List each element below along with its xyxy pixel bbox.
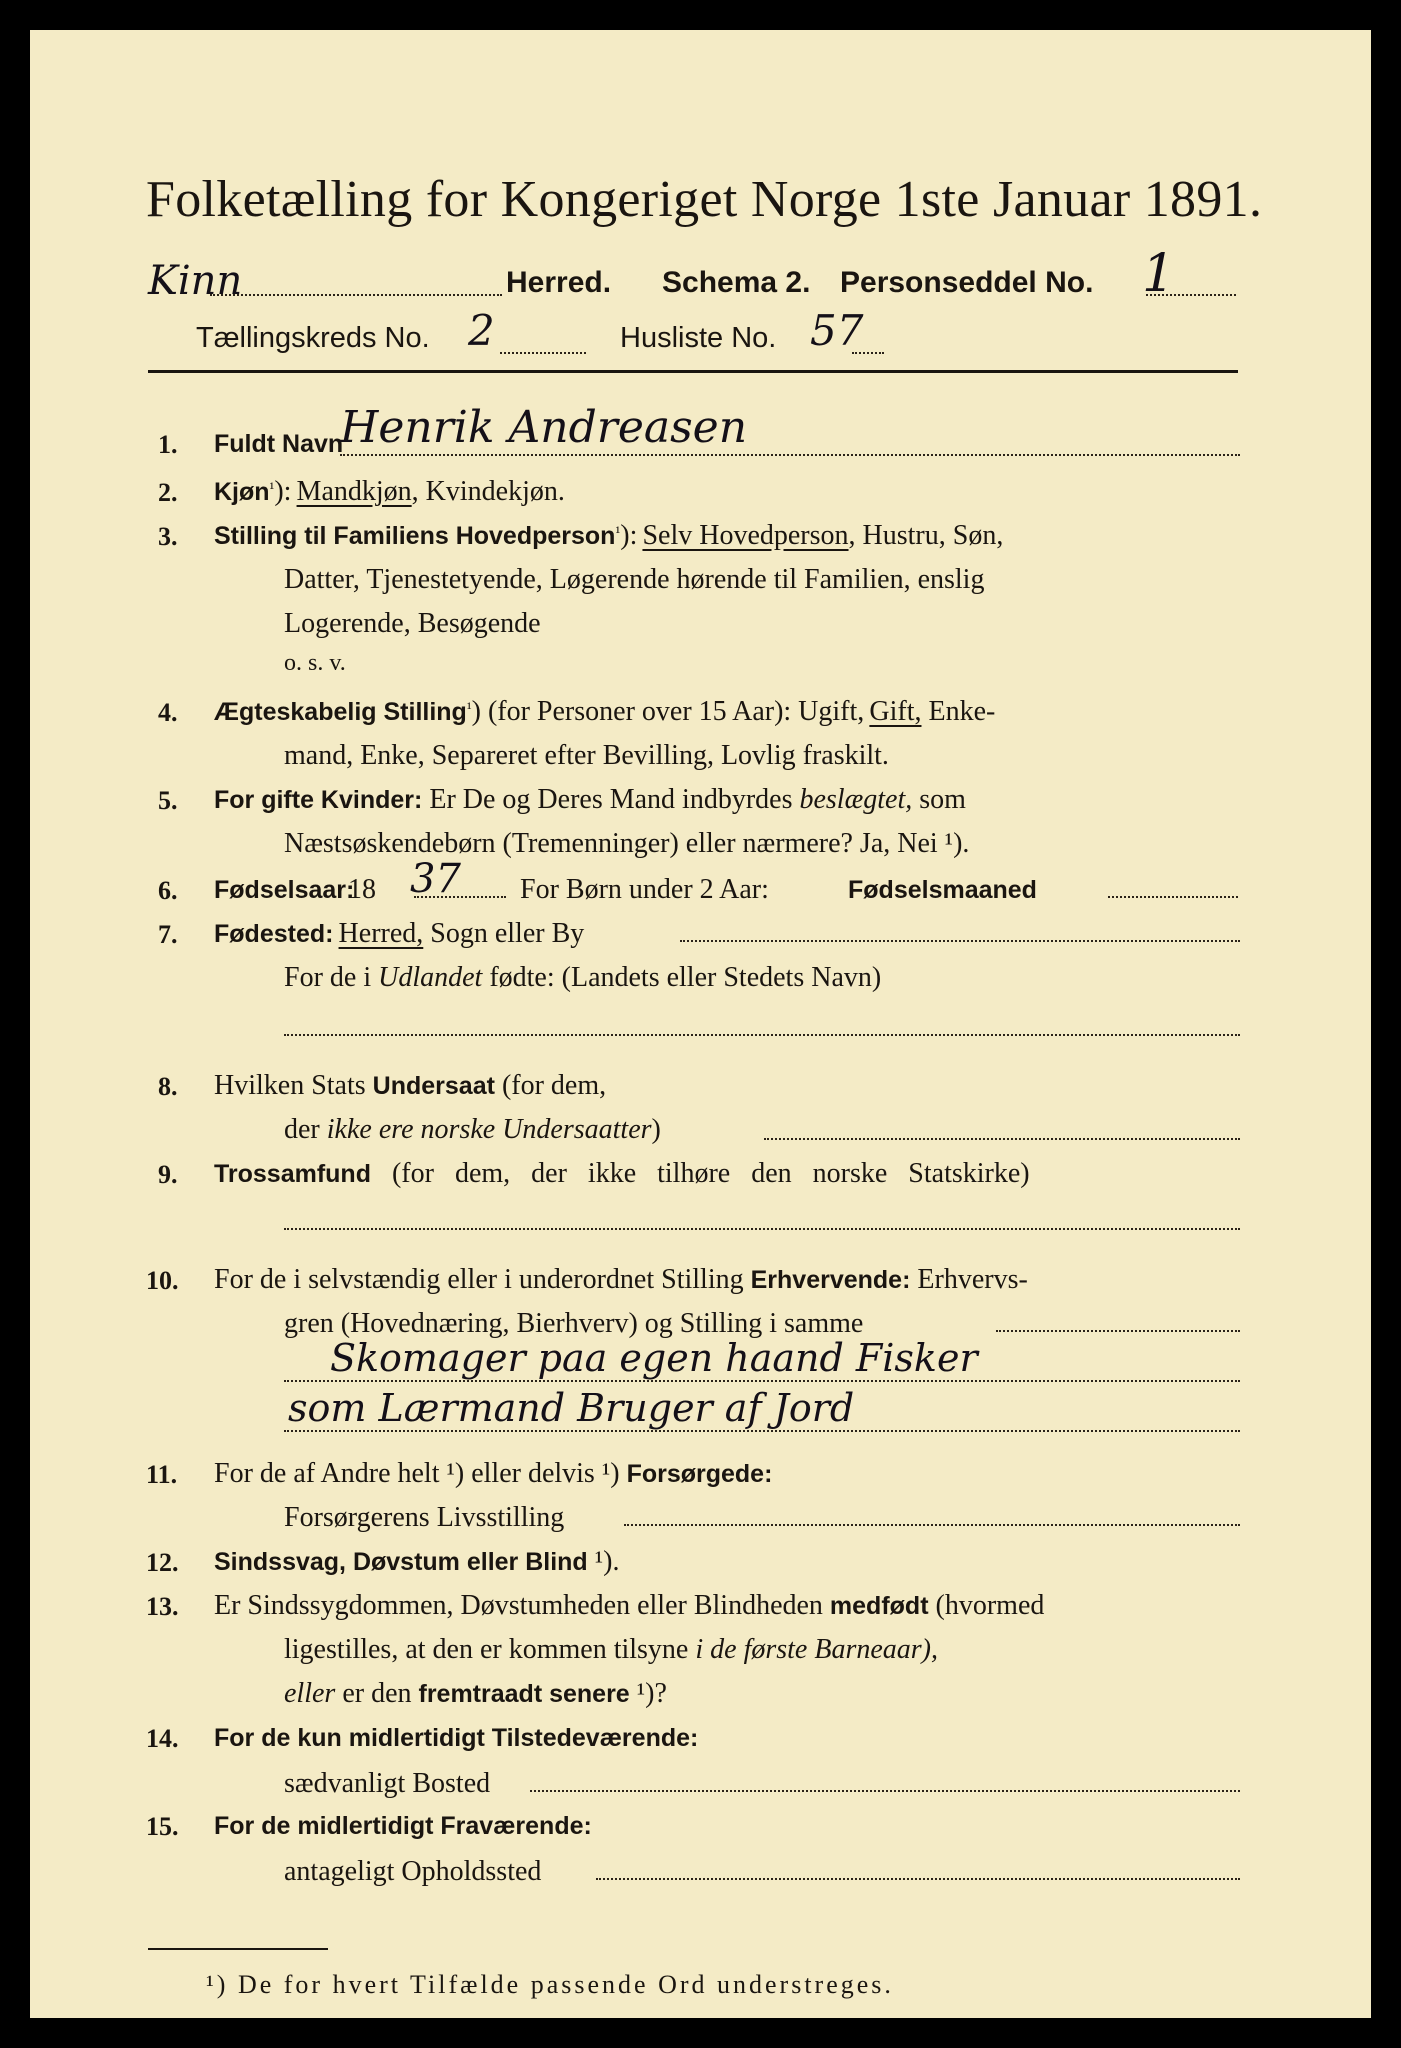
q8-text1: Hvilken Stats	[214, 1070, 373, 1101]
q5-label: For gifte Kvinder:	[214, 786, 423, 814]
q8-line2-italic: ikke ere norske Undersaatter	[326, 1114, 652, 1145]
husliste-value: 57	[810, 306, 864, 355]
q7-line2-italic: Udlandet	[378, 962, 483, 993]
footnote-rule	[148, 1948, 328, 1950]
q13-line2	[284, 1634, 938, 1666]
husliste-dots	[852, 328, 884, 354]
q13-line1	[214, 1590, 1044, 1622]
q3-number: 3.	[158, 522, 178, 551]
q5-line2: Næstsøskendebørn (Tremenninger) eller nærmere? Ja, Nei ¹).	[284, 828, 970, 859]
q1-number: 1.	[158, 430, 178, 459]
q4-line1	[214, 696, 995, 728]
q4-option-gift: Gift,	[869, 696, 922, 727]
q5-number: 5.	[158, 786, 178, 815]
q8-line2a: der	[284, 1114, 327, 1145]
q9-dots	[284, 1222, 1240, 1230]
census-form-sheet	[30, 30, 1371, 2018]
q5-text2: som	[912, 784, 966, 815]
q10-dots3	[284, 1426, 1240, 1432]
q13-text1: Er Sindssygdommen, Døvstumheden eller Blindheden	[214, 1590, 830, 1621]
q8-line2b: )	[651, 1114, 661, 1145]
q10-value1: Skomager paa egen haand Fisker	[330, 1336, 978, 1380]
q7-number: 7.	[158, 920, 178, 949]
q7-line2a: For de i	[284, 962, 379, 993]
q10-value2: som Lærmand Bruger af Jord	[288, 1386, 855, 1430]
q3-line4: o. s. v.	[284, 650, 346, 676]
q11-label: Forsørgede:	[626, 1460, 773, 1488]
q8-label: Undersaat	[372, 1072, 495, 1100]
q13-line3b: ¹)?	[629, 1678, 667, 1709]
q8-line1	[214, 1070, 606, 1102]
q10-number: 10.	[146, 1266, 179, 1295]
q11-text1: For de af Andre helt ¹) eller delvis ¹)	[214, 1458, 627, 1489]
kreds-value: 2	[468, 306, 495, 355]
q13-line3-bold: fremtraadt senere	[418, 1680, 630, 1708]
q1-label: Fuldt Navn	[214, 430, 344, 458]
schema-label: Schema 2.	[662, 266, 811, 299]
q3-line2: Datter, Tjenestetyende, Løgerende hørende til Familien, enslig	[284, 564, 985, 595]
q14-number: 14.	[146, 1724, 179, 1753]
q8-number: 8.	[158, 1072, 178, 1101]
kreds-label: Tællingskreds No.	[196, 322, 430, 354]
q9-line1	[214, 1158, 1030, 1190]
q12-label: Sindssvag, Døvstum eller Blind	[214, 1548, 588, 1576]
q2-option-mandkjon: Mandkjøn	[296, 476, 412, 507]
q10-line2: gren (Hovednæring, Bierhverv) og Stilling i samme	[284, 1308, 864, 1339]
q6-prefix: 18	[348, 874, 376, 905]
q6-label: Fødselsaar:	[214, 876, 355, 904]
q12-text: ¹).	[587, 1546, 620, 1577]
q7-option-herred: Herred,	[338, 918, 424, 949]
q5-italic: beslægtet,	[799, 784, 913, 815]
q2-text: ):	[274, 476, 292, 507]
q14-line2: sædvanligt Bosted	[284, 1768, 491, 1799]
q13-line3	[284, 1678, 667, 1710]
q15-number: 15.	[146, 1812, 179, 1841]
form-title: Folketælling for Kongeriget Norge 1ste Januar 1891.	[146, 171, 1263, 228]
q10-line1	[214, 1264, 1028, 1296]
q2-line	[214, 476, 565, 508]
herred-label: Herred.	[506, 266, 612, 299]
header-rule	[148, 370, 1238, 373]
q3-line1-rest: , Hustru, Søn,	[848, 520, 1004, 551]
q5-line1	[214, 784, 966, 816]
q7-dots2	[284, 1028, 1240, 1036]
q11-dots	[624, 1516, 1240, 1526]
q15-line2: antageligt Opholdssted	[284, 1856, 542, 1887]
q3-sup: ¹	[615, 524, 621, 542]
footnote: ¹) De for hvert Tilfælde passende Ord understreges.	[206, 1970, 894, 1999]
q9-label: Trossamfund	[214, 1160, 371, 1188]
q6-text: For Børn under 2 Aar:	[520, 874, 769, 905]
q7-label: Fødested:	[214, 920, 334, 948]
q3-label: Stilling til Familiens Hovedperson	[214, 522, 616, 550]
q4-number: 4.	[158, 698, 178, 727]
q7-text: Sogn eller By	[423, 918, 585, 949]
q8-line2	[284, 1114, 661, 1146]
q6-value: 37	[410, 856, 461, 902]
q10-dots2	[284, 1376, 1240, 1382]
q12-line1	[214, 1546, 619, 1578]
q13-text2: (hvormed	[928, 1590, 1045, 1621]
q15-dots	[596, 1870, 1240, 1880]
q13-line3-italic: eller	[284, 1678, 336, 1709]
personseddel-label: Personseddel No.	[840, 266, 1094, 299]
q3-line1	[214, 520, 1003, 552]
q13-line2-italic: i de første Barneaar),	[695, 1634, 938, 1665]
q5-text1: Er De og Deres Mand indbyrdes	[422, 784, 800, 815]
q1-value: Henrik Andreasen	[340, 402, 748, 453]
q14-dots	[530, 1782, 1240, 1792]
q7-line2b: fødte: (Landets eller Stedets Navn)	[482, 962, 882, 993]
q3-option-selv-hovedperson: Selv Hovedperson	[642, 520, 849, 551]
q8-dots	[764, 1128, 1240, 1140]
q6-dots2	[1108, 886, 1238, 898]
q10-text1: For de i selvstændig eller i underordnet Stilling	[214, 1264, 751, 1295]
q6-dots	[414, 886, 506, 898]
q7-dots	[680, 930, 1240, 942]
q3-line3: Logerende, Besøgende	[284, 608, 541, 639]
q11-line2: Forsørgerens Livsstilling	[284, 1502, 565, 1533]
q6-number: 6.	[158, 876, 178, 905]
q11-line1	[214, 1458, 772, 1490]
q3-text: ):	[620, 520, 638, 551]
husliste-label: Husliste No.	[620, 322, 777, 354]
q13-number: 13.	[146, 1592, 179, 1621]
q13-label: medfødt	[829, 1592, 929, 1620]
q11-number: 11.	[146, 1460, 178, 1489]
q4-line2: mand, Enke, Separeret efter Bevilling, Lovlig fraskilt.	[284, 740, 889, 771]
q7-line1	[214, 918, 584, 950]
q6-label2: Fødselsmaaned	[848, 876, 1037, 904]
q10-label: Erhvervende:	[750, 1266, 911, 1294]
q2-sup: ¹	[269, 480, 275, 498]
q1-dots	[340, 442, 1240, 456]
q2-option-kvindekjon: , Kvindekjøn.	[411, 476, 565, 507]
q10-text2: Erhvervs-	[910, 1264, 1028, 1295]
q13-line3a: er den	[335, 1678, 419, 1709]
q15-label: For de midlertidigt Fraværende:	[214, 1812, 592, 1840]
q2-label: Kjøn	[214, 478, 270, 506]
q9-text: (for dem, der ikke tilhøre den norske Statskirke)	[370, 1158, 1030, 1189]
q12-number: 12.	[146, 1548, 179, 1577]
q8-text2: (for dem,	[494, 1070, 607, 1101]
personseddel-dots	[1146, 270, 1236, 296]
q9-number: 9.	[158, 1160, 178, 1189]
q7-line2	[284, 962, 881, 994]
q10-dots	[996, 1322, 1240, 1332]
personseddel-value: 1	[1142, 244, 1176, 304]
q4-sup: ¹	[466, 700, 472, 718]
q13-line2a: ligestilles, at den er kommen tilsyne	[284, 1634, 696, 1665]
q4-text2: Enke-	[921, 696, 996, 727]
herred-value: Kinn	[148, 258, 243, 304]
q4-text1: ) (for Personer over 15 Aar): Ugift,	[471, 696, 865, 727]
q2-number: 2.	[158, 478, 178, 507]
q14-label: For de kun midlertidigt Tilstedeværende:	[214, 1724, 699, 1752]
q4-label: Ægteskabelig Stilling	[214, 698, 467, 726]
herred-dots	[210, 270, 502, 296]
kreds-dots	[500, 328, 586, 354]
